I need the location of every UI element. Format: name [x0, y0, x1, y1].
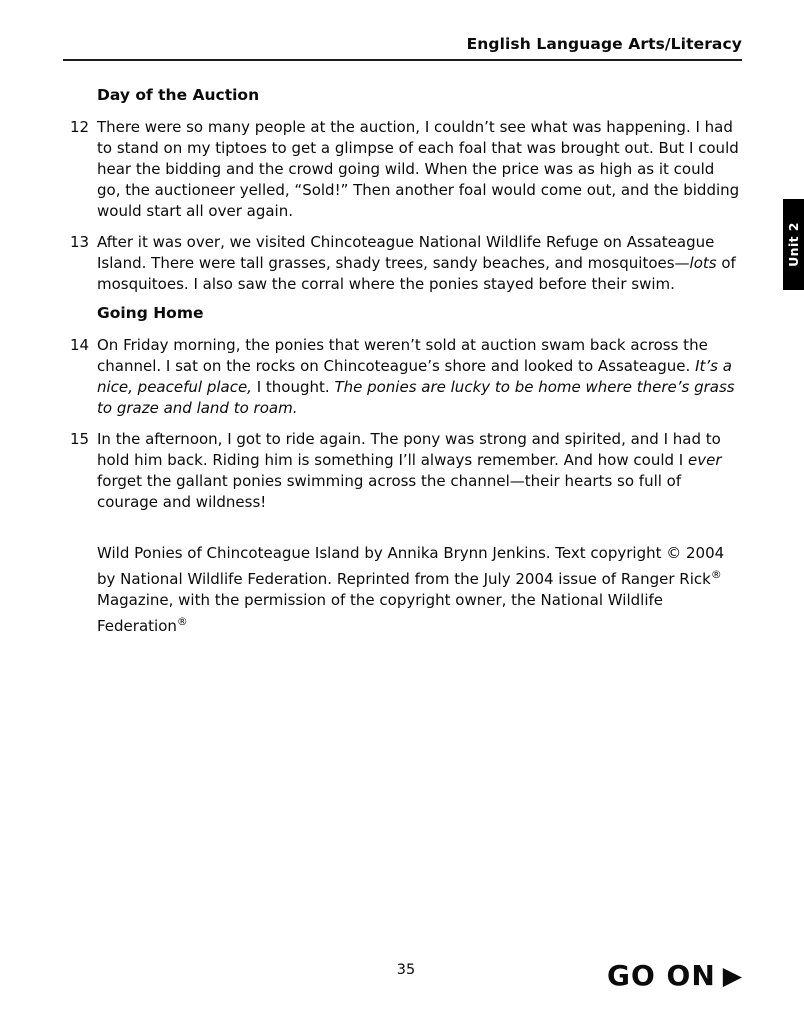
- paragraph-text: Wild Ponies of Chincoteague Island by Annika Brynn Jenkins. Text copyright © 2004 by National Wildlife Federation. Reprinted from the July 2004 issue of Ranger Rick® Magazine, with the permission of the copyright owner, the National Wildlife Federation®: [97, 544, 725, 635]
- go-on-label: GO ON: [606, 959, 716, 992]
- unit-tab: [783, 199, 804, 290]
- paragraph-number: 12: [70, 118, 90, 136]
- paragraph-15: [70, 429, 742, 513]
- paragraph-text: There were so many people at the auction, I couldn’t see what was happening. I had to stand on my tiptoes to get a glimpse of each foal that was brought out. But I could hear the bidding and the crowd going wild. When the price was as high as it could go, the auctioneer yelled, “Sold!” Then another foal would come out, and the bidding would start all over again.: [97, 118, 740, 220]
- paragraph-12: [70, 117, 742, 222]
- go-on: [607, 959, 743, 992]
- go-on-arrow-icon: ▶: [722, 961, 743, 990]
- paragraph-number: 15: [70, 430, 90, 448]
- header-title: English Language Arts/Literacy: [466, 35, 742, 53]
- page-number: 35: [396, 962, 416, 978]
- attribution: [70, 543, 742, 637]
- paragraph-text: After it was over, we visited Chincoteague National Wildlife Refuge on Assateague Island. There were tall grasses, shady trees, sandy beaches, and mosquitoes—lots of mosquitoes. I also saw the corral where the ponies stayed before their swim.: [97, 233, 736, 293]
- page-header: [63, 35, 742, 61]
- paragraph-number: 14: [70, 336, 90, 354]
- passage: [70, 87, 742, 647]
- unit-tab-label: Unit 2: [786, 222, 802, 267]
- paragraph-text: On Friday morning, the ponies that weren’t sold at auction swam back across the channel. I sat on the rocks on Chincoteague’s shore and looked to Assateague. It’s a nice, peaceful place, I thought. The ponies are lucky to be home where there’s grass to graze and land to roam.: [97, 336, 735, 417]
- paragraph-number: 13: [70, 233, 90, 251]
- section-heading: Day of the Auction: [97, 86, 260, 104]
- paragraph-text: In the afternoon, I got to ride again. The pony was strong and spirited, and I had to hold him back. Riding him is something I’ll always remember. And how could I ever forget the gallant ponies swimming across the channel—their hearts so full of courage and wildness!: [97, 430, 722, 511]
- paragraph-14: [70, 335, 742, 419]
- paragraph-13: [70, 232, 742, 295]
- section-heading: Going Home: [97, 304, 204, 322]
